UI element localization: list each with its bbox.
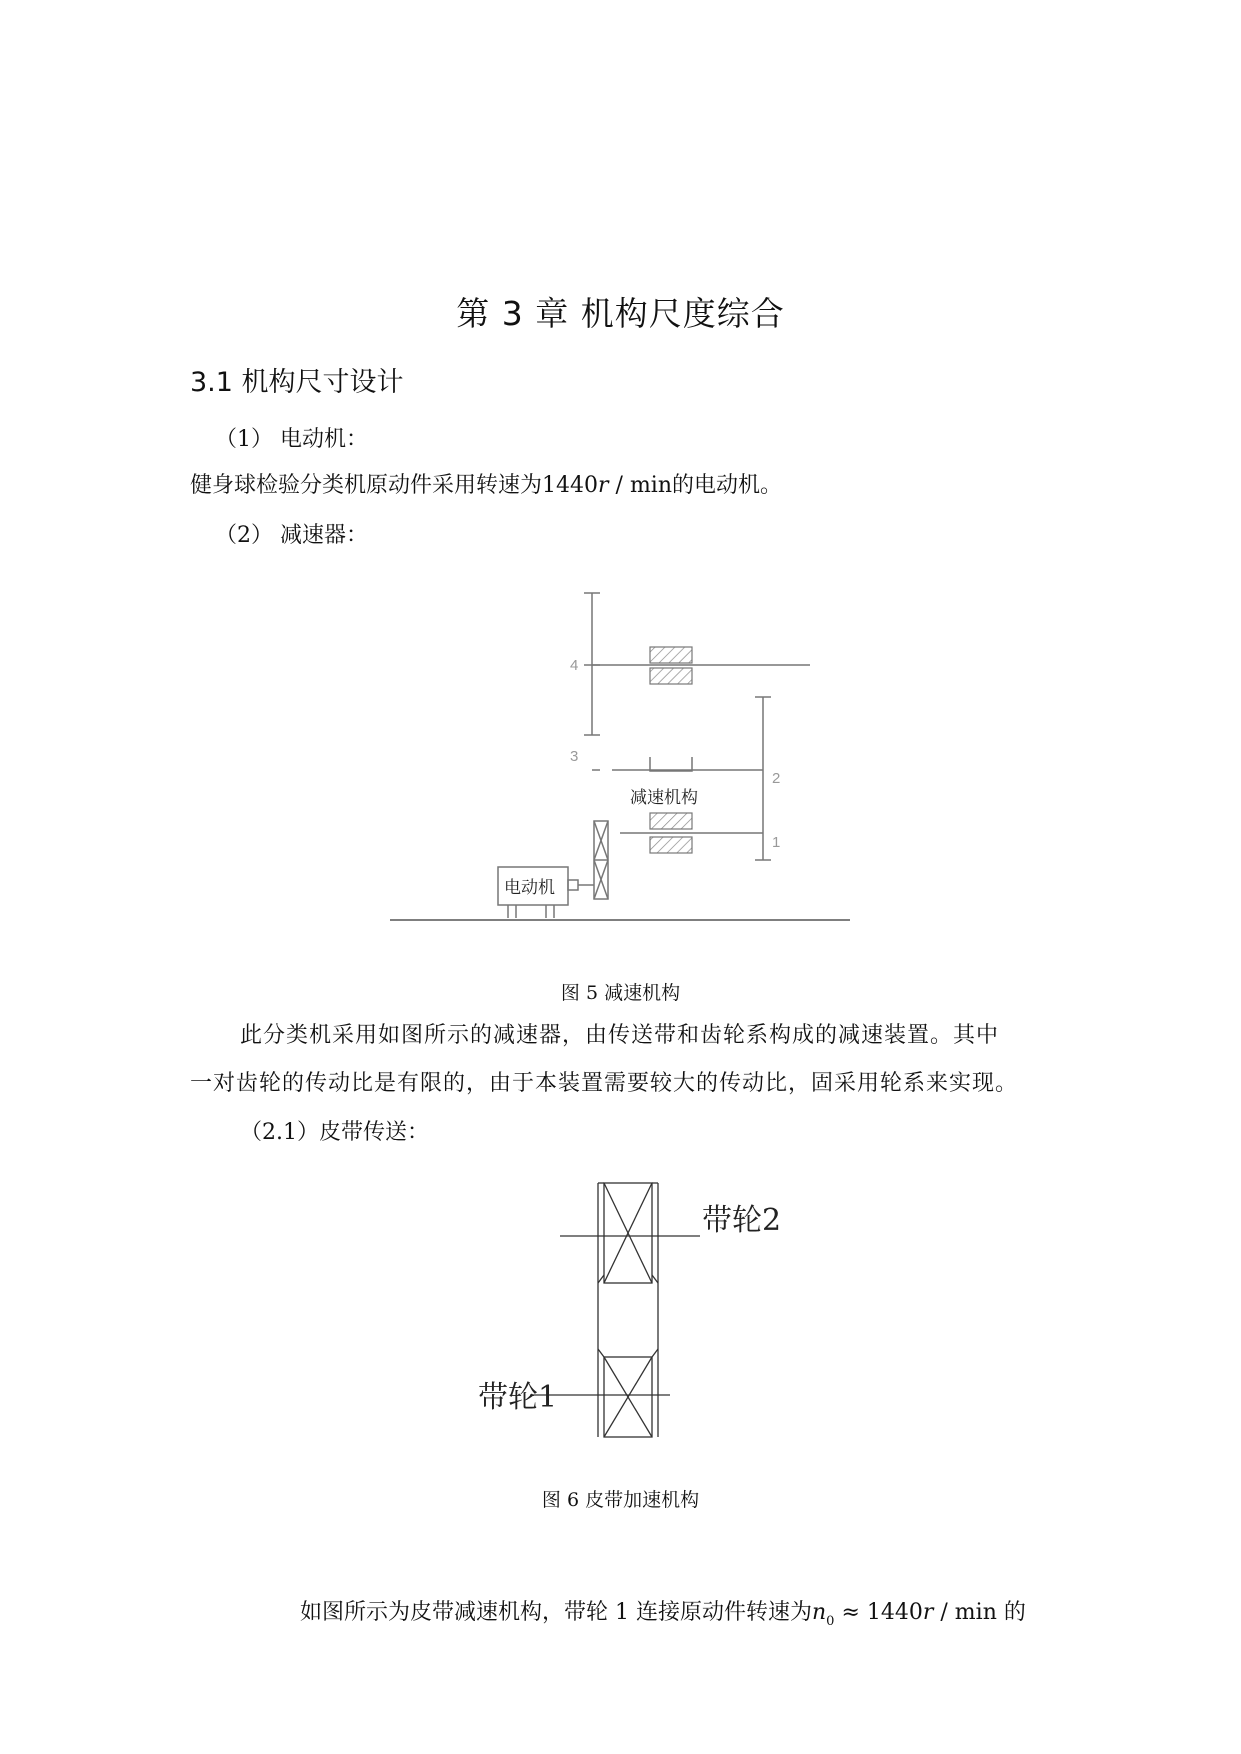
gear-label-2: 2 bbox=[772, 770, 781, 787]
reducer-diagram bbox=[380, 585, 860, 955]
pulley-1-label: 带轮1 bbox=[478, 1380, 558, 1415]
paragraph-text: 如图所示为皮带减速机构，带轮 1 连接原动件转速为 bbox=[300, 1600, 812, 1625]
paragraph-motor-speed bbox=[190, 468, 782, 499]
approx-sign: ≈ bbox=[834, 1600, 867, 1625]
speed-value: 1440 bbox=[542, 473, 599, 498]
reducer-label: 减速机构 bbox=[630, 788, 698, 808]
belt-diagram bbox=[470, 1175, 830, 1455]
paragraph-text: 的 bbox=[996, 1600, 1026, 1625]
bearing-hatch bbox=[650, 647, 692, 663]
speed-value: 1440 bbox=[866, 1600, 923, 1625]
unit-variable: r bbox=[922, 1600, 934, 1625]
bearing-bracket bbox=[650, 757, 692, 771]
speed-subscript: 0 bbox=[826, 1614, 835, 1629]
list-item-belt: （2.1）皮带传送： bbox=[240, 1120, 429, 1145]
paragraph-reducer-line-1: 此分类机采用如图所示的减速器，由传送带和齿轮系构成的减速装置。其中 bbox=[240, 1023, 1000, 1048]
list-item-reducer: （2） 减速器： bbox=[215, 523, 368, 548]
paragraph-reducer-line-2: 一对齿轮的传动比是有限的，由于本装置需要较大的传动比，固采用轮系来实现。 bbox=[190, 1071, 1019, 1096]
pulley-2-label: 带轮2 bbox=[702, 1203, 782, 1238]
gear-label-3: 3 bbox=[570, 748, 579, 765]
speed-unit: / min bbox=[933, 1600, 997, 1625]
paragraph-text: 的电动机。 bbox=[672, 473, 783, 498]
bearing-hatch bbox=[650, 813, 692, 829]
section-title: 3.1 机构尺寸设计 bbox=[190, 367, 404, 398]
paragraph-text: 健身球检验分类机原动件采用转速为 bbox=[190, 473, 543, 498]
figure-5-caption: 图 5 减速机构 bbox=[560, 982, 681, 1004]
bearing-hatch bbox=[650, 668, 692, 684]
motor-label: 电动机 bbox=[504, 878, 555, 898]
gear-label-4: 4 bbox=[570, 657, 579, 674]
gear-label-1: 1 bbox=[772, 834, 781, 851]
speed-variable: n bbox=[812, 1600, 827, 1625]
paragraph-belt bbox=[300, 1595, 1026, 1629]
figure-6-caption: 图 6 皮带加速机构 bbox=[541, 1489, 700, 1511]
chapter-title: 第 3 章 机构尺度综合 bbox=[456, 294, 785, 333]
list-item-motor: （1） 电动机： bbox=[215, 427, 368, 452]
bearing-hatch bbox=[650, 837, 692, 853]
speed-unit: / min bbox=[608, 473, 673, 498]
speed-variable: r bbox=[598, 473, 609, 498]
